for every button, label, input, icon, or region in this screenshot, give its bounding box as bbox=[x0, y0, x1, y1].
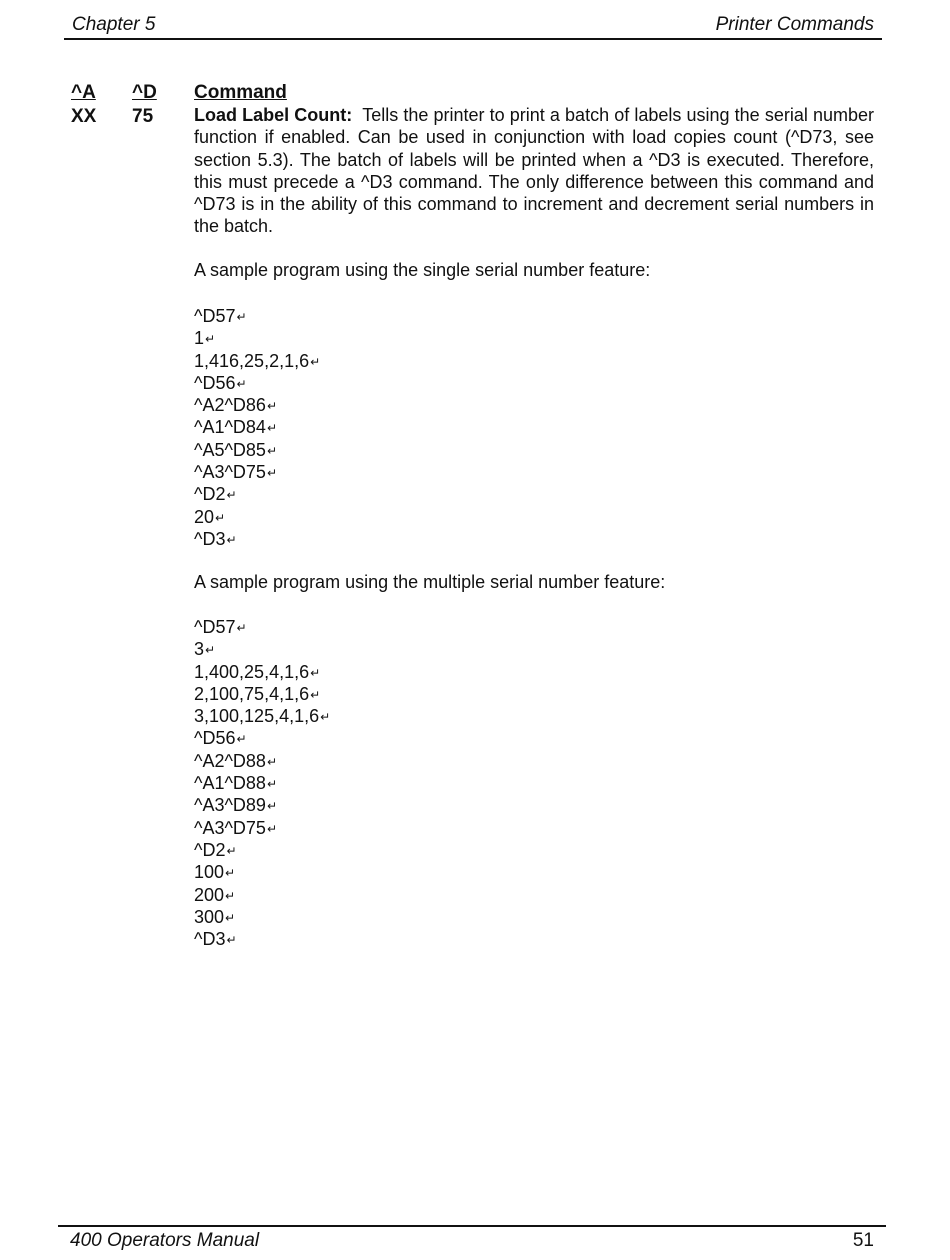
a-value: XX bbox=[71, 106, 97, 127]
code-text: ^A3^D75 bbox=[194, 817, 266, 838]
code-line bbox=[194, 772, 330, 794]
column-heading-d: ^D bbox=[132, 82, 157, 103]
sample-single-intro: A sample program using the single serial number feature: bbox=[194, 260, 651, 280]
page-number: 51 bbox=[852, 1230, 874, 1251]
code-line bbox=[194, 461, 320, 483]
code-line bbox=[194, 327, 320, 349]
return-arrow-icon: ↵ bbox=[225, 888, 236, 903]
code-line bbox=[194, 638, 330, 660]
command-description: Tells the printer to print a batch of labels using the serial number function if enabled. Can be used in conjunction with load copies count (^D73, see section 5.3). The batch of labels will be printed when a ^D3 is executed. Therefore, this must precede a ^D3 command. The only difference between this command and ^D73 is in the ability of this command to increment and decrement serial numbers in the batch. bbox=[194, 105, 874, 237]
code-text: 3 bbox=[194, 639, 205, 660]
return-arrow-icon: ↵ bbox=[205, 332, 216, 347]
code-text: ^D56 bbox=[194, 728, 236, 749]
code-line bbox=[194, 350, 320, 372]
code-line bbox=[194, 372, 320, 394]
return-arrow-icon: ↵ bbox=[266, 421, 277, 436]
code-text: 200 bbox=[194, 884, 225, 905]
code-line bbox=[194, 705, 330, 727]
command-name: Load Label Count: bbox=[194, 105, 353, 125]
return-arrow-icon: ↵ bbox=[266, 443, 277, 458]
return-arrow-icon: ↵ bbox=[236, 376, 247, 391]
chapter-label: Chapter 5 bbox=[72, 14, 156, 35]
code-text: 300 bbox=[194, 906, 225, 927]
return-arrow-icon: ↵ bbox=[310, 665, 321, 680]
code-line bbox=[194, 861, 330, 883]
return-arrow-icon: ↵ bbox=[266, 821, 277, 836]
sample-multiple-code bbox=[194, 616, 330, 950]
return-arrow-icon: ↵ bbox=[310, 354, 321, 369]
return-arrow-icon: ↵ bbox=[215, 510, 226, 525]
column-heading-a: ^A bbox=[71, 82, 96, 103]
code-text: ^D3 bbox=[194, 929, 226, 950]
page-footer bbox=[58, 1225, 886, 1255]
return-arrow-icon: ↵ bbox=[320, 710, 331, 725]
column-heading-command: Command bbox=[194, 82, 287, 103]
page-header bbox=[64, 12, 882, 40]
return-arrow-icon: ↵ bbox=[226, 488, 237, 503]
code-text: ^D56 bbox=[194, 372, 236, 393]
code-text: ^A3^D75 bbox=[194, 462, 266, 483]
code-text: ^A1^D88 bbox=[194, 773, 266, 794]
sample-multiple-intro: A sample program using the multiple serial number feature: bbox=[194, 572, 666, 592]
return-arrow-icon: ↵ bbox=[266, 799, 277, 814]
code-line bbox=[194, 661, 330, 683]
code-line bbox=[194, 794, 330, 816]
code-line bbox=[194, 683, 330, 705]
return-arrow-icon: ↵ bbox=[226, 933, 237, 948]
return-arrow-icon: ↵ bbox=[236, 310, 247, 324]
code-text: ^D57 bbox=[194, 617, 236, 637]
code-line bbox=[194, 416, 320, 438]
return-arrow-icon: ↵ bbox=[266, 754, 277, 769]
sample-single-code bbox=[194, 305, 320, 550]
code-line bbox=[194, 839, 330, 861]
code-line bbox=[194, 305, 320, 327]
return-arrow-icon: ↵ bbox=[226, 532, 237, 547]
code-text: 100 bbox=[194, 862, 225, 883]
code-text: ^D3 bbox=[194, 528, 226, 549]
d-value: 75 bbox=[132, 106, 154, 127]
code-text: ^A2^D88 bbox=[194, 750, 266, 771]
code-line bbox=[194, 439, 320, 461]
code-line bbox=[194, 616, 330, 638]
code-text: 2,100,75,4,1,6 bbox=[194, 683, 310, 704]
code-text: 1,400,25,4,1,6 bbox=[194, 661, 310, 682]
code-text: ^A2^D86 bbox=[194, 395, 266, 416]
section-label: Printer Commands bbox=[715, 14, 874, 35]
code-line bbox=[194, 817, 330, 839]
return-arrow-icon: ↵ bbox=[310, 687, 321, 702]
code-text: 1 bbox=[194, 328, 205, 349]
code-text: 20 bbox=[194, 506, 215, 527]
code-line bbox=[194, 528, 320, 550]
code-text: ^A1^D84 bbox=[194, 417, 266, 438]
return-arrow-icon: ↵ bbox=[225, 866, 236, 881]
code-line bbox=[194, 928, 330, 950]
return-arrow-icon: ↵ bbox=[266, 399, 277, 414]
return-arrow-icon: ↵ bbox=[266, 466, 277, 481]
return-arrow-icon: ↵ bbox=[226, 843, 237, 858]
return-arrow-icon: ↵ bbox=[236, 732, 247, 747]
code-line bbox=[194, 506, 320, 528]
code-text: ^D57 bbox=[194, 306, 236, 326]
return-arrow-icon: ↵ bbox=[225, 910, 236, 925]
command-description-block bbox=[194, 104, 874, 238]
code-line bbox=[194, 884, 330, 906]
code-line bbox=[194, 483, 320, 505]
code-line bbox=[194, 394, 320, 416]
code-line bbox=[194, 906, 330, 928]
code-line bbox=[194, 750, 330, 772]
return-arrow-icon: ↵ bbox=[266, 777, 277, 792]
code-text: ^A3^D89 bbox=[194, 795, 266, 816]
code-text: ^D2 bbox=[194, 484, 226, 505]
code-text: 3,100,125,4,1,6 bbox=[194, 706, 320, 727]
return-arrow-icon: ↵ bbox=[236, 621, 247, 635]
manual-title: 400 Operators Manual bbox=[70, 1230, 260, 1251]
code-text: ^A5^D85 bbox=[194, 439, 266, 460]
return-arrow-icon: ↵ bbox=[205, 643, 216, 658]
code-text: ^D2 bbox=[194, 839, 226, 860]
code-text: 1,416,25,2,1,6 bbox=[194, 350, 310, 371]
code-line bbox=[194, 727, 330, 749]
